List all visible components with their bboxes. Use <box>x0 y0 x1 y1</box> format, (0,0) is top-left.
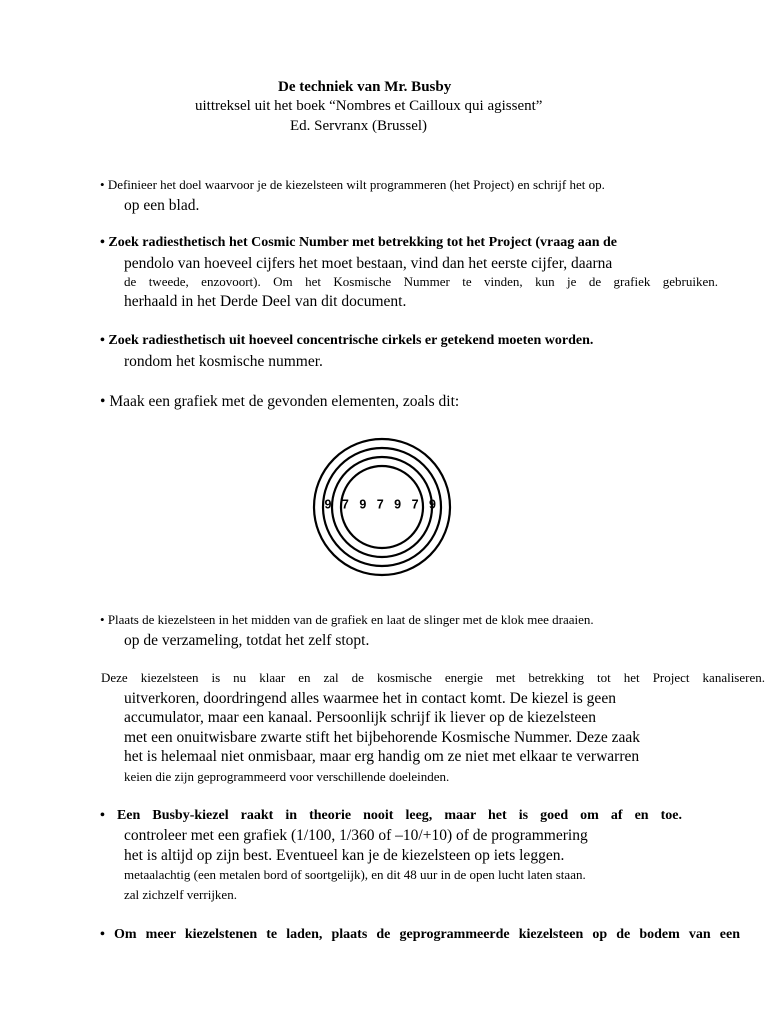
paragraph-2-line-4: herhaald in het Derde Deel van dit document. <box>124 293 407 310</box>
paragraph-6-line-2: uitverkoren, doordringend alles waarmee het in contact komt. De kiezel is geen <box>124 690 616 707</box>
document-title: De techniek van Mr. Busby <box>278 79 452 95</box>
bullet-glyph: • <box>100 612 105 627</box>
paragraph-6-line-3: accumulator, maar een kanaal. Persoonlijk schrijf ik liever op de kiezelsteen <box>124 709 596 726</box>
paragraph-4-line-1: • Maak een grafiek met de gevonden elementen, zoals dit: <box>100 393 460 410</box>
paragraph-6-line-6: keien die zijn geprogrammeerd voor verschillende doeleinden. <box>124 769 450 784</box>
paragraph-7-line-4: metaalachtig (een metalen bord of soortgelijk), en dit 48 uur in de open lucht laten staan. <box>124 867 586 882</box>
paragraph-6-line-4: met een onuitwisbare zwarte stift het bijbehorende Kosmische Nummer. Deze zaak <box>124 729 641 746</box>
paragraph-3-line-2: rondom het kosmische nummer. <box>124 353 323 370</box>
paragraph-5-line-1: • Plaats de kiezelsteen in het midden van de grafiek en laat de slinger met de klok mee draaien. <box>100 612 594 627</box>
paragraph-6-line-5: het is helemaal niet onmisbaar, maar erg handig om ze niet met elkaar te verwarren <box>124 748 640 765</box>
bullet-glyph: • <box>100 808 105 823</box>
paragraph-7-line-5: zal zichzelf verrijken. <box>124 887 237 902</box>
paragraph-2-line-2: pendolo van hoeveel cijfers het moet bestaan, vind dan het eerste cijfer, daarna <box>124 255 613 272</box>
concentric-circles-diagram <box>290 437 470 577</box>
bullet-glyph: • <box>100 177 105 192</box>
paragraph-1-line-2: op een blad. <box>124 197 200 214</box>
paragraph-3-line-1: • Zoek radiesthetisch uit hoeveel concentrische cirkels er getekend moeten worden. <box>100 333 594 348</box>
paragraph-7-line-1: • Een Busby-kiezel raakt in theorie nooit leeg, maar het is goed om af en toe. <box>100 808 683 823</box>
paragraph-5-line-2: op de verzameling, totdat het zelf stopt. <box>124 632 370 649</box>
bullet-glyph: • <box>100 393 106 410</box>
paragraph-8-line-1: • Om meer kiezelstenen te laden, plaats de geprogrammeerde kiezelsteen op de bodem van een <box>100 927 740 942</box>
bullet-glyph: • <box>100 235 105 250</box>
document-publisher: Ed. Servranx (Brussel) <box>290 118 428 134</box>
paragraph-7-line-2: controleer met een grafiek (1/100, 1/360 of –10/+10) of de programmering <box>124 827 588 844</box>
paragraph-7-line-3: het is altijd op zijn best. Eventueel kan je de kiezelsteen op iets leggen. <box>124 847 565 864</box>
paragraph-6-line-1: Deze kiezelsteen is nu klaar en zal de kosmische energie met betrekking tot het Project kanaliseren. <box>101 670 765 685</box>
document-subtitle: uittreksel uit het boek “Nombres et Cailloux qui agissent” <box>195 98 543 114</box>
paragraph-2-line-1: • Zoek radiesthetisch het Cosmic Number met betrekking tot het Project (vraag aan de <box>100 235 617 250</box>
paragraph-1-line-1: • Definieer het doel waarvoor je de kiezelsteen wilt programmeren (het Project) en schrijf het op. <box>100 177 605 192</box>
cosmic-number-label: 9 7 9 7 9 7 9 <box>324 497 440 512</box>
bullet-glyph: • <box>100 927 105 942</box>
bullet-glyph: • <box>100 333 105 348</box>
paragraph-2-line-3: de tweede, enzovoort). Om het Kosmische Nummer te vinden, kun je de grafiek gebruiken. <box>124 274 718 289</box>
